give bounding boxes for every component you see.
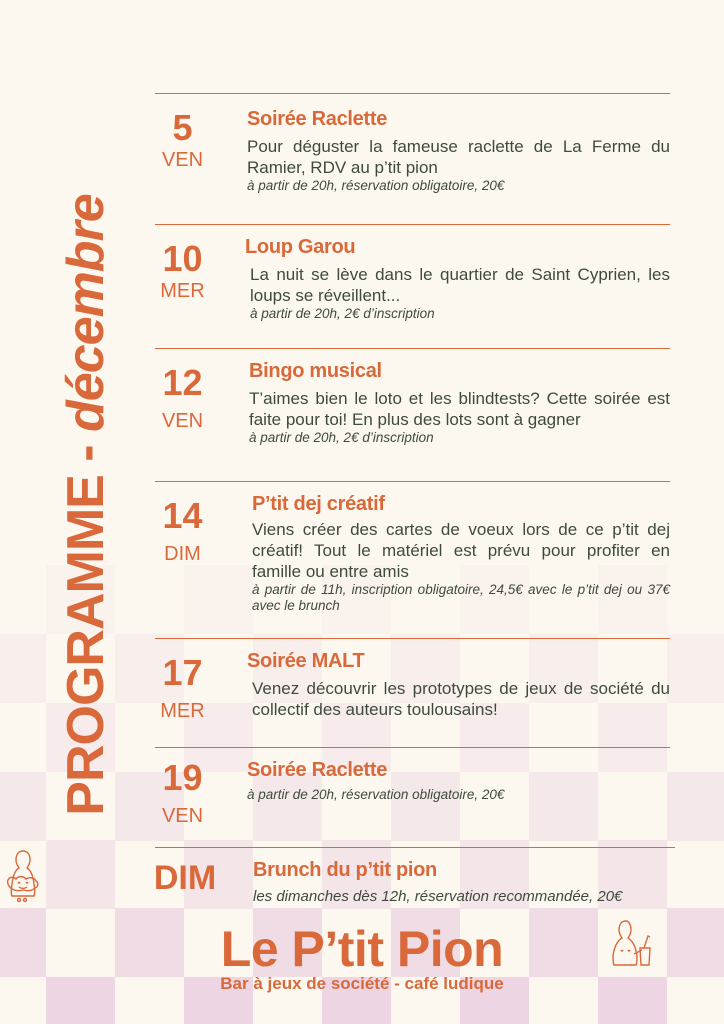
- event-info: à partir de 20h, 2€ d’inscription: [250, 306, 435, 321]
- event-info: à partir de 20h, 2€ d’inscription: [249, 430, 434, 445]
- event-3: [155, 481, 670, 613]
- event-weekday: DIM: [164, 543, 201, 565]
- event-day: 14: [162, 495, 203, 536]
- event-day: 17: [162, 652, 203, 693]
- event-info: à partir de 20h, réservation obligatoire, 20€: [247, 178, 505, 193]
- checker-square: [46, 840, 115, 909]
- event-1: [155, 224, 670, 321]
- event-2: [155, 348, 670, 445]
- event-day: 12: [162, 362, 203, 403]
- event-day: 10: [162, 238, 203, 279]
- event-description: Pour déguster la fameuse raclette de La Ferme du Ramier, RDV au p’tit pion: [247, 137, 670, 177]
- event-description: La nuit se lève dans le quartier de Saint Cyprien, les loups se réveillent...: [250, 265, 670, 305]
- event-4: [155, 638, 670, 722]
- checker-square: [184, 565, 253, 634]
- event-5: [155, 747, 670, 827]
- event-0: [155, 93, 670, 193]
- brand-tagline: Bar à jeux de société - café ludique: [220, 974, 504, 993]
- event-info: les dimanches dès 12h, réservation recommandée, 20€: [253, 888, 623, 905]
- brand-logo: [0, 922, 724, 994]
- event-day: 19: [162, 757, 203, 798]
- checker-square: [0, 634, 46, 703]
- event-day: 5: [172, 107, 193, 148]
- event-weekday: MER: [160, 700, 205, 722]
- checker-square: [667, 634, 724, 703]
- event-title: Bingo musical: [249, 360, 382, 382]
- weekly-event: [153, 847, 675, 905]
- event-weekday: MER: [160, 280, 205, 302]
- event-info: à partir de 11h, inscription obligatoire, 24,5€ avec le p’tit dej ou 37€ avec le brunch: [252, 582, 670, 613]
- event-title: Soirée Raclette: [247, 759, 388, 781]
- event-description: T’aimes bien le loto et les blindtests? Cette soirée est faite pour toi! En plus des lots sont à gagner: [249, 389, 670, 429]
- brand-name: Le P’tit Pion: [220, 921, 504, 977]
- event-description: Venez découvrir les prototypes de jeux de société du collectif des auteurs toulousains!: [252, 679, 670, 719]
- event-weekday: VEN: [161, 805, 204, 827]
- event-weekday: VEN: [161, 410, 204, 432]
- event-weekday: DIM: [153, 859, 217, 897]
- pawn-croissant-icon: [5, 848, 41, 904]
- event-title: Loup Garou: [245, 236, 356, 258]
- event-description: Viens créer des cartes de voeux lors de ce p’tit dej créatif! Tout le matériel est prévu pour profiter en famille ou entre amis: [252, 520, 670, 581]
- checker-square: [0, 772, 46, 841]
- program-heading: PROGRAMME - décembre: [57, 194, 115, 816]
- event-title: P’tit dej créatif: [252, 493, 385, 515]
- checker-square: [667, 772, 724, 841]
- event-title: Soirée MALT: [247, 650, 365, 672]
- event-weekday: VEN: [161, 149, 204, 171]
- event-title: Soirée Raclette: [247, 108, 388, 130]
- event-title: Brunch du p’tit pion: [253, 859, 437, 881]
- event-info: à partir de 20h, réservation obligatoire, 20€: [247, 787, 505, 802]
